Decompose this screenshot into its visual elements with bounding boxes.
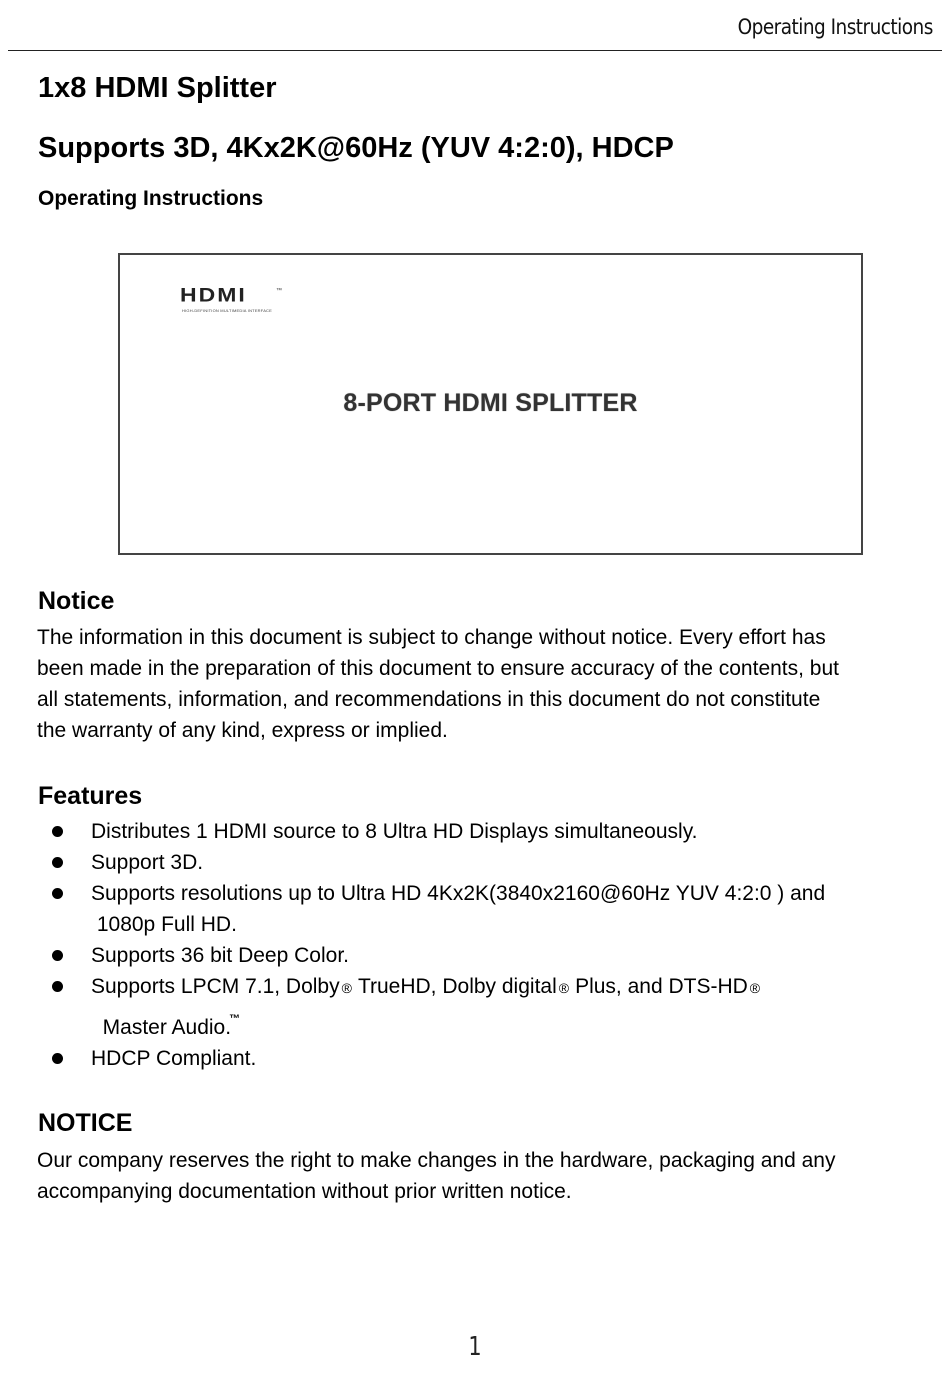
notice-paragraph	[37, 622, 927, 746]
notice2-line: accompanying documentation without prior written notice.	[37, 1180, 572, 1203]
notice-line: all statements, information, and recommendations in this document do not constitute	[37, 688, 821, 711]
feature-text: HDCP Compliant.	[91, 1047, 257, 1070]
document-subtitle: Supports 3D, 4Kx2K@60Hz (YUV 4:2:0), HDCP	[38, 132, 674, 164]
feature-text: Supports resolutions up to Ultra HD 4Kx2K(3840x2160@60Hz YUV 4:2:0 ) and	[91, 882, 826, 905]
notice-line: The information in this document is subject to change without notice. Every effort has	[37, 626, 826, 649]
feature-text: Support 3D.	[91, 851, 204, 874]
bullet-icon	[52, 950, 63, 961]
document-section-label: Operating Instructions	[38, 187, 264, 210]
list-item	[37, 816, 927, 847]
document-title: 1x8 HDMI Splitter	[38, 72, 277, 104]
registered-mark: ®	[749, 980, 761, 996]
list-item	[37, 940, 927, 971]
notice2-paragraph	[37, 1145, 927, 1207]
bullet-icon	[52, 888, 63, 899]
feature-text: TrueHD, Dolby digital	[357, 975, 557, 998]
hdmi-logo-text: HDMI	[180, 283, 247, 306]
registered-mark: ®	[558, 980, 570, 996]
feature-text: Supports 36 bit Deep Color.	[91, 944, 349, 967]
feature-text: Supports LPCM 7.1, Dolby	[91, 975, 340, 998]
list-item	[37, 1043, 927, 1074]
feature-text: Distributes 1 HDMI source to 8 Ultra HD Displays simultaneously.	[91, 820, 698, 843]
feature-text-continuation: 1080p Full HD.	[91, 913, 237, 936]
notice-line: the warranty of any kind, express or implied.	[37, 719, 448, 742]
feature-text: Master Audio.	[91, 1016, 232, 1039]
hdmi-logo-subtitle: HIGH-DEFINITION MULTIMEDIA INTERFACE	[182, 308, 273, 313]
trademark-mark: ™	[229, 1013, 241, 1025]
features-list	[37, 816, 927, 1074]
notice-heading: Notice	[38, 587, 115, 615]
notice2-heading: NOTICE	[38, 1109, 133, 1137]
bullet-icon	[52, 857, 63, 868]
notice-line: been made in the preparation of this document to ensure accuracy of the contents, but	[37, 657, 839, 680]
list-item	[37, 971, 927, 1043]
hdmi-logo	[180, 283, 282, 316]
list-item	[37, 878, 927, 940]
running-header: Operating Instructions	[737, 15, 933, 39]
product-label: 8-PORT HDMI SPLITTER	[343, 389, 638, 417]
notice2-line: Our company reserves the right to make changes in the hardware, packaging and any	[37, 1149, 836, 1172]
bullet-icon	[52, 981, 63, 992]
list-item	[37, 847, 927, 878]
feature-text: Plus, and DTS-HD	[575, 975, 748, 998]
hdmi-logo-tm: ™	[276, 288, 282, 294]
page-number: 1	[468, 1332, 482, 1362]
bullet-icon	[52, 1053, 63, 1064]
header-rule	[8, 50, 942, 51]
bullet-icon	[52, 826, 63, 837]
product-image	[118, 253, 863, 555]
registered-mark: ®	[341, 980, 352, 996]
features-heading: Features	[38, 782, 143, 810]
feature-text-continuation	[91, 1004, 927, 1043]
